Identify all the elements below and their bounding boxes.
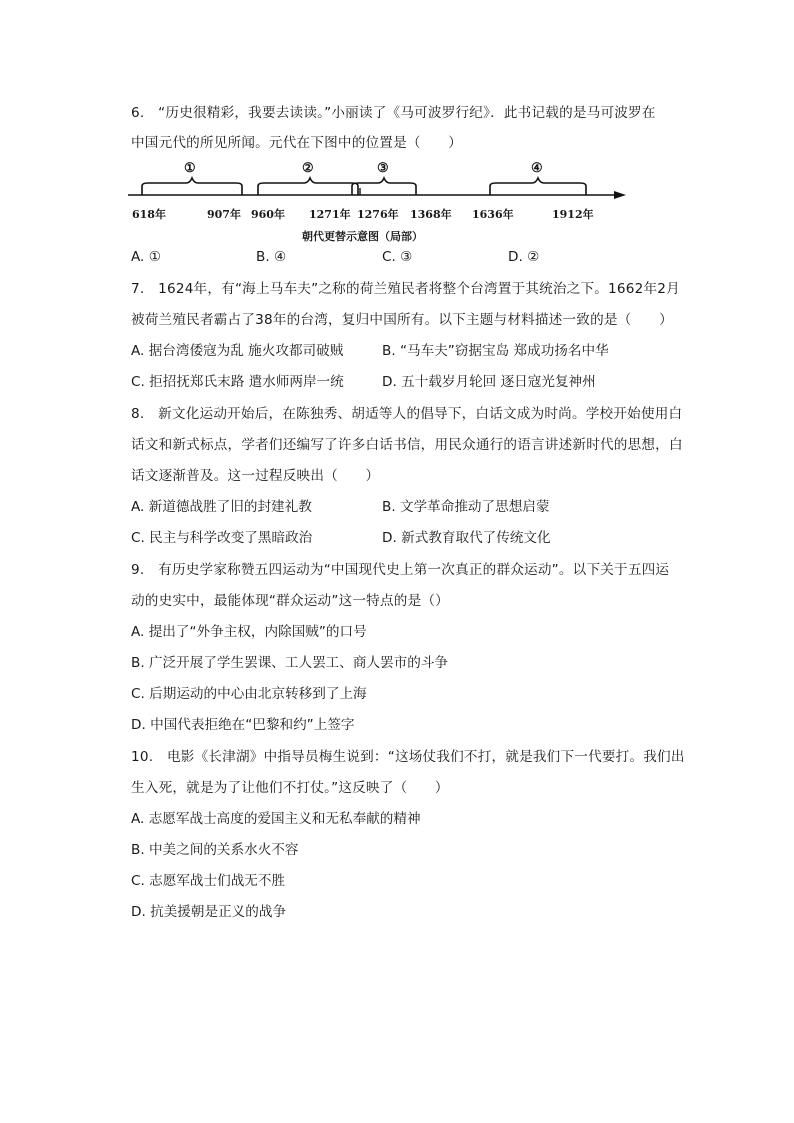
timeline-year: 1276年 bbox=[357, 208, 399, 221]
q9-option-a[interactable]: A. 提出了“外争主权，内除国贼”的口号 bbox=[131, 624, 367, 640]
timeline-caption: 朝代更替示意图（局部） bbox=[302, 230, 423, 243]
q10-stem-line2: 生入死，就是为了让他们不打仗。”这反映了（ ） bbox=[131, 780, 449, 796]
timeline-label-3: ③ bbox=[377, 161, 389, 176]
q10-option-b[interactable]: B. 中美之间的关系水火不容 bbox=[131, 842, 299, 858]
timeline-year: 618年 bbox=[132, 208, 166, 221]
q9-option-b[interactable]: B. 广泛开展了学生罢课、工人罢工、商人罢市的斗争 bbox=[131, 655, 449, 671]
q8-stem-line3: 话文逐渐普及。这一过程反映出（ ） bbox=[131, 468, 380, 484]
brace-2 bbox=[258, 178, 358, 195]
q8-option-c[interactable]: C. 民主与科学改变了黑暗政治 bbox=[131, 530, 313, 546]
q9-option-d[interactable]: D. 中国代表拒绝在“巴黎和约”上签字 bbox=[131, 717, 355, 733]
brace-1 bbox=[142, 178, 242, 195]
q7-option-d[interactable]: D. 五十载岁月轮回 逐日寇光复神州 bbox=[382, 374, 596, 390]
q9-option-c[interactable]: C. 后期运动的中心由北京转移到了上海 bbox=[131, 686, 367, 702]
q6-option-c[interactable]: C. ③ bbox=[382, 249, 413, 265]
q6-option-a[interactable]: A. ① bbox=[131, 249, 161, 265]
q6-option-d[interactable]: D. ② bbox=[508, 249, 540, 265]
q8-option-a[interactable]: A. 新道德战胜了旧的封建礼教 bbox=[131, 499, 312, 515]
q10-option-a[interactable]: A. 志愿军战士高度的爱国主义和无私奉献的精神 bbox=[131, 811, 421, 827]
q6-stem-line2: 中国元代的所见所闻。元代在下图中的位置是（ ） bbox=[131, 135, 463, 151]
q10-stem-line1: 10. 电影《长津湖》中指导员梅生说到：“这场仗我们不打，就是我们下一代要打。我们出 bbox=[131, 749, 685, 765]
q7-option-c[interactable]: C. 拒招抚郑氏末路 遣水师两岸一统 bbox=[131, 374, 344, 390]
timeline-label-4: ④ bbox=[531, 161, 543, 176]
timeline-year: 907年 bbox=[207, 208, 241, 221]
timeline-year: 1636年 bbox=[472, 208, 514, 221]
q10-option-d[interactable]: D. 抗美援朝是正义的战争 bbox=[131, 904, 287, 920]
timeline-year: 1368年 bbox=[410, 208, 452, 221]
q7-option-b[interactable]: B. “马车夫”窃据宝岛 郑成功扬名中华 bbox=[382, 343, 609, 359]
brace-3 bbox=[352, 178, 416, 195]
timeline-year: 1271年 bbox=[309, 208, 351, 221]
q7-option-a[interactable]: A. 据台湾倭寇为乱 施火攻都司破贼 bbox=[131, 343, 344, 359]
q9-stem-line2: 动的史实中，最能体现“群众运动”这一特点的是（） bbox=[131, 593, 449, 609]
timeline-year: 960年 bbox=[251, 208, 285, 221]
q6-stem-line1: 6. “历史很精彩，我要去读读。”小丽读了《马可波罗行纪》．此书记载的是马可波罗在 bbox=[131, 105, 656, 121]
q10-option-c[interactable]: C. 志愿军战士们战无不胜 bbox=[131, 873, 286, 889]
q6-option-b[interactable]: B. ④ bbox=[256, 249, 287, 265]
timeline-label-1: ① bbox=[184, 161, 196, 176]
q8-option-b[interactable]: B. 文学革命推动了思想启蒙 bbox=[382, 499, 550, 515]
q8-stem-line1: 8. 新文化运动开始后，在陈独秀、胡适等人的倡导下，白话文成为时尚。学校开始使用白 bbox=[131, 406, 683, 422]
timeline-year: 1912年 bbox=[552, 208, 594, 221]
brace-4 bbox=[490, 178, 586, 195]
dynasty-timeline-figure bbox=[128, 158, 628, 248]
timeline-arrow bbox=[614, 191, 626, 199]
q9-stem-line1: 9. 有历史学家称赞五四运动为“中国现代史上第一次真正的群众运动”。以下关于五四运 bbox=[131, 562, 670, 578]
q8-stem-line2: 话文和新式标点，学者们还编写了许多白话书信，用民众通行的语言讲述新时代的思想，白 bbox=[131, 437, 683, 453]
q7-stem-line2: 被荷兰殖民者霸占了38年的台湾，复归中国所有。以下主题与材料描述一致的是（ ） bbox=[131, 312, 673, 328]
q7-stem-line1: 7. 1624年，有“海上马车夫”之称的荷兰殖民者将整个台湾置于其统治之下。1662年2月 bbox=[131, 281, 680, 297]
q8-option-d[interactable]: D. 新式教育取代了传统文化 bbox=[382, 530, 551, 546]
timeline-label-2: ② bbox=[302, 161, 314, 176]
